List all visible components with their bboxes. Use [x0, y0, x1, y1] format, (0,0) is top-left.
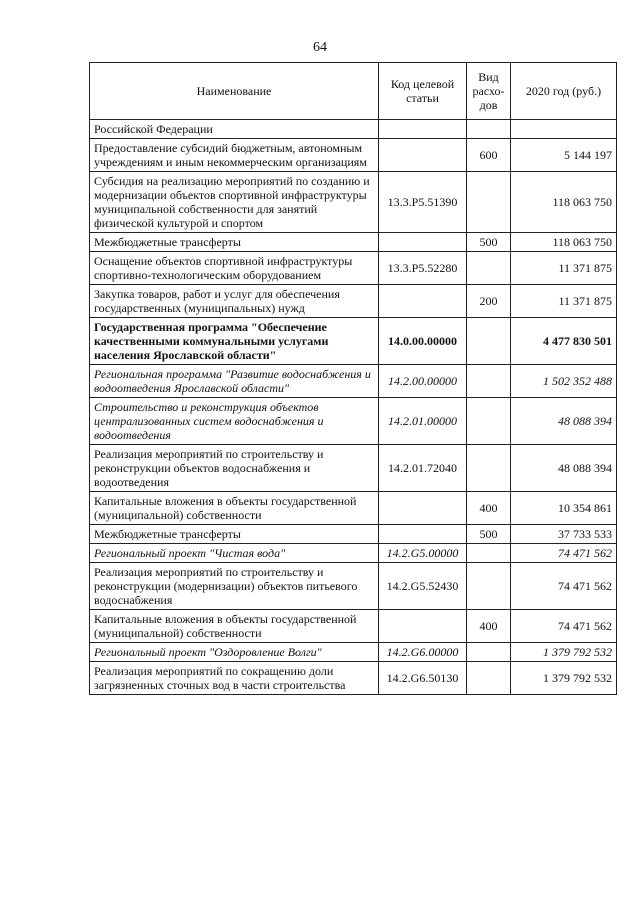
row-code: 14.2.G6.00000: [379, 643, 467, 662]
table-row: [90, 120, 617, 139]
row-amount: 74 471 562: [511, 544, 617, 563]
row-name: Межбюджетные трансферты: [90, 233, 379, 252]
table-row: [90, 365, 617, 398]
row-name: Капитальные вложения в объекты государственной (муниципальной) собственности: [90, 610, 379, 643]
row-type: [467, 365, 511, 398]
row-code: 14.0.00.00000: [379, 318, 467, 365]
row-type: [467, 252, 511, 285]
row-name: Реализация мероприятий по строительству и реконструкции объектов водоснабжения и водоотведения: [90, 445, 379, 492]
row-name: Строительство и реконструкция объектов централизованных систем водоснабжения и водоотведения: [90, 398, 379, 445]
row-code: [379, 233, 467, 252]
row-name: Региональная программа "Развитие водоснабжения и водоотведения Ярославской области": [90, 365, 379, 398]
row-type: 200: [467, 285, 511, 318]
row-type: [467, 398, 511, 445]
row-type: 400: [467, 610, 511, 643]
row-code: 14.2.G5.00000: [379, 544, 467, 563]
row-name: Государственная программа "Обеспечение качественными коммунальными услугами населения Ярославской области": [90, 318, 379, 365]
row-type: [467, 643, 511, 662]
row-name: Региональный проект "Чистая вода": [90, 544, 379, 563]
row-amount: 37 733 533: [511, 525, 617, 544]
table-row: [90, 445, 617, 492]
row-type: [467, 445, 511, 492]
page-number: 64: [313, 40, 327, 55]
row-amount: 48 088 394: [511, 445, 617, 492]
table-row: [90, 544, 617, 563]
row-amount: 118 063 750: [511, 233, 617, 252]
row-type: 500: [467, 525, 511, 544]
table-row: [90, 525, 617, 544]
table-row: [90, 252, 617, 285]
row-code: 14.2.01.72040: [379, 445, 467, 492]
row-amount: [511, 120, 617, 139]
row-amount: 11 371 875: [511, 285, 617, 318]
row-code: 14.2.G5.52430: [379, 563, 467, 610]
row-code: [379, 492, 467, 525]
row-amount: 1 379 792 532: [511, 662, 617, 695]
row-name: Капитальные вложения в объекты государственной (муниципальной) собственности: [90, 492, 379, 525]
row-amount: 11 371 875: [511, 252, 617, 285]
row-code: 14.2.00.00000: [379, 365, 467, 398]
table-row: [90, 172, 617, 233]
row-code: [379, 120, 467, 139]
row-name: Предоставление субсидий бюджетным, автономным учреждениям и иным некоммерческим организациям: [90, 139, 379, 172]
row-name: Реализация мероприятий по строительству и реконструкции (модернизации) объектов питьевого водоснабжения: [90, 563, 379, 610]
row-name: Реализация мероприятий по сокращению доли загрязненных сточных вод в части строительства: [90, 662, 379, 695]
header-amount: 2020 год (руб.): [511, 63, 617, 120]
table-row: [90, 492, 617, 525]
row-code: [379, 139, 467, 172]
row-code: 13.3.Р5.52280: [379, 252, 467, 285]
row-name: Региональный проект "Оздоровление Волги": [90, 643, 379, 662]
row-amount: 5 144 197: [511, 139, 617, 172]
header-type: Вид расхо-дов: [467, 63, 511, 120]
table-row: [90, 318, 617, 365]
row-name: Межбюджетные трансферты: [90, 525, 379, 544]
row-amount: 1 502 352 488: [511, 365, 617, 398]
row-name: Российской Федерации: [90, 120, 379, 139]
row-amount: 48 088 394: [511, 398, 617, 445]
header-name: Наименование: [90, 63, 379, 120]
row-amount: 4 477 830 501: [511, 318, 617, 365]
table-row: [90, 233, 617, 252]
row-type: [467, 544, 511, 563]
row-type: 400: [467, 492, 511, 525]
row-amount: 10 354 861: [511, 492, 617, 525]
row-amount: 74 471 562: [511, 563, 617, 610]
row-type: [467, 563, 511, 610]
table-row: [90, 610, 617, 643]
row-code: [379, 285, 467, 318]
row-name: Закупка товаров, работ и услуг для обеспечения государственных (муниципальных) нужд: [90, 285, 379, 318]
row-type: [467, 318, 511, 365]
row-code: 13.3.Р5.51390: [379, 172, 467, 233]
row-code: 14.2.G6.50130: [379, 662, 467, 695]
row-type: 600: [467, 139, 511, 172]
row-amount: 74 471 562: [511, 610, 617, 643]
row-type: [467, 120, 511, 139]
table-row: [90, 285, 617, 318]
row-name: Оснащение объектов спортивной инфраструктуры спортивно-технологическим оборудованием: [90, 252, 379, 285]
row-code: [379, 525, 467, 544]
row-code: 14.2.01.00000: [379, 398, 467, 445]
row-type: [467, 172, 511, 233]
table-row: [90, 563, 617, 610]
row-name: Субсидия на реализацию мероприятий по созданию и модернизации объектов спортивной инфраструктуры муниципальной собственности для занятий физической культурой и спортом: [90, 172, 379, 233]
table-row: [90, 662, 617, 695]
header-code: Код целевой статьи: [379, 63, 467, 120]
table-row: [90, 643, 617, 662]
row-amount: 118 063 750: [511, 172, 617, 233]
table-row: [90, 139, 617, 172]
row-type: [467, 662, 511, 695]
row-amount: 1 379 792 532: [511, 643, 617, 662]
table-header-row: [90, 63, 617, 120]
row-type: 500: [467, 233, 511, 252]
budget-table: [89, 62, 617, 695]
table-row: [90, 398, 617, 445]
row-code: [379, 610, 467, 643]
